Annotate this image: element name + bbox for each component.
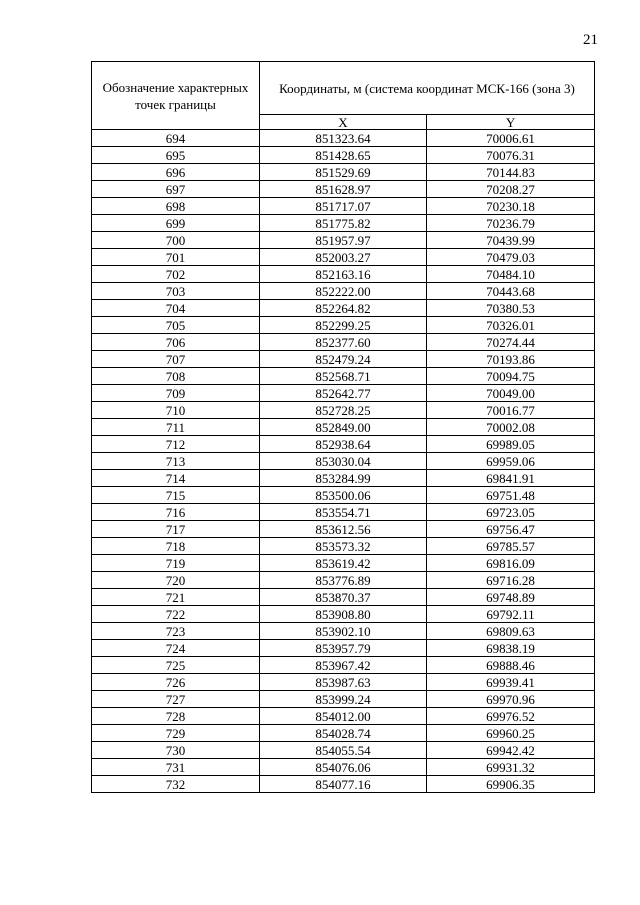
y-coordinate-cell: 70380.53 [427,300,595,317]
table-row [92,674,595,691]
table-header [92,62,595,130]
x-coordinate-cell: 851428.65 [260,147,427,164]
point-cell: 708 [92,368,260,385]
x-coordinate-cell: 853957.79 [260,640,427,657]
table-row [92,419,595,436]
table-row [92,657,595,674]
x-coordinate-cell: 851529.69 [260,164,427,181]
y-coordinate-cell: 70193.86 [427,351,595,368]
y-coordinate-cell: 70006.61 [427,130,595,147]
table-row [92,232,595,249]
y-coordinate-cell: 69809.63 [427,623,595,640]
table-row [92,198,595,215]
page-number: 21 [583,32,598,48]
point-cell: 707 [92,351,260,368]
y-coordinate-cell: 70236.79 [427,215,595,232]
x-coordinate-cell: 853902.10 [260,623,427,640]
y-coordinate-cell: 69888.46 [427,657,595,674]
point-cell: 703 [92,283,260,300]
table-row [92,776,595,793]
table-row [92,385,595,402]
point-cell: 706 [92,334,260,351]
y-coordinate-cell: 69939.41 [427,674,595,691]
x-coordinate-cell: 851628.97 [260,181,427,198]
y-coordinate-cell: 70439.99 [427,232,595,249]
y-coordinate-cell: 69976.52 [427,708,595,725]
y-coordinate-cell: 69756.47 [427,521,595,538]
table-row [92,691,595,708]
y-coordinate-cell: 69838.19 [427,640,595,657]
x-coordinate-cell: 854012.00 [260,708,427,725]
x-coordinate-cell: 852264.82 [260,300,427,317]
point-cell: 700 [92,232,260,249]
table-row [92,130,595,147]
table-row [92,215,595,232]
y-coordinate-cell: 69723.05 [427,504,595,521]
table-row [92,351,595,368]
x-coordinate-cell: 853967.42 [260,657,427,674]
y-coordinate-cell: 69959.06 [427,453,595,470]
x-coordinate-cell: 852642.77 [260,385,427,402]
point-cell: 709 [92,385,260,402]
x-coordinate-cell: 853776.89 [260,572,427,589]
point-cell: 712 [92,436,260,453]
point-cell: 714 [92,470,260,487]
x-coordinate-cell: 852163.16 [260,266,427,283]
table-row [92,487,595,504]
y-coordinate-cell: 70326.01 [427,317,595,334]
y-coordinate-cell: 70049.00 [427,385,595,402]
y-coordinate-cell: 69931.32 [427,759,595,776]
point-cell: 731 [92,759,260,776]
point-cell: 722 [92,606,260,623]
x-coordinate-cell: 853573.32 [260,538,427,555]
point-cell: 704 [92,300,260,317]
y-coordinate-cell: 69942.42 [427,742,595,759]
point-cell: 729 [92,725,260,742]
x-column-header: X [260,115,427,130]
y-coordinate-cell: 70274.44 [427,334,595,351]
x-coordinate-cell: 853554.71 [260,504,427,521]
x-coordinate-cell: 852222.00 [260,283,427,300]
point-cell: 725 [92,657,260,674]
point-cell: 702 [92,266,260,283]
point-cell: 695 [92,147,260,164]
table-row [92,266,595,283]
table-row [92,623,595,640]
point-cell: 726 [92,674,260,691]
point-cell: 698 [92,198,260,215]
y-coordinate-cell: 69816.09 [427,555,595,572]
point-cell: 699 [92,215,260,232]
table-row [92,742,595,759]
x-coordinate-cell: 853870.37 [260,589,427,606]
y-coordinate-cell: 69970.96 [427,691,595,708]
y-coordinate-cell: 70230.18 [427,198,595,215]
x-coordinate-cell: 851775.82 [260,215,427,232]
point-cell: 710 [92,402,260,419]
x-coordinate-cell: 851957.97 [260,232,427,249]
point-cell: 701 [92,249,260,266]
table-row [92,249,595,266]
point-cell: 716 [92,504,260,521]
point-label-header: Обозначение характерных точек границы [92,62,260,130]
y-coordinate-cell: 70443.68 [427,283,595,300]
table-row [92,708,595,725]
table-row [92,317,595,334]
table-row [92,572,595,589]
x-coordinate-cell: 852377.60 [260,334,427,351]
table-row [92,589,595,606]
table-row [92,521,595,538]
y-coordinate-cell: 69841.91 [427,470,595,487]
table-row [92,538,595,555]
y-coordinate-cell: 70144.83 [427,164,595,181]
table-row [92,759,595,776]
x-coordinate-cell: 852299.25 [260,317,427,334]
y-column-header: Y [427,115,595,130]
table-row [92,436,595,453]
x-coordinate-cell: 854055.54 [260,742,427,759]
table-row [92,606,595,623]
point-cell: 719 [92,555,260,572]
table-row [92,504,595,521]
x-coordinate-cell: 851717.07 [260,198,427,215]
point-cell: 717 [92,521,260,538]
point-cell: 697 [92,181,260,198]
y-coordinate-cell: 69906.35 [427,776,595,793]
table-row [92,300,595,317]
point-cell: 705 [92,317,260,334]
point-cell: 720 [92,572,260,589]
table-body [92,130,595,793]
table-row [92,402,595,419]
point-cell: 718 [92,538,260,555]
y-coordinate-cell: 69792.11 [427,606,595,623]
x-coordinate-cell: 853987.63 [260,674,427,691]
coordinates-table [91,61,595,793]
x-coordinate-cell: 854076.06 [260,759,427,776]
point-cell: 724 [92,640,260,657]
table-row [92,453,595,470]
y-coordinate-cell: 69785.57 [427,538,595,555]
coordinates-header: Координаты, м (система координат МСК-166 (зона 3) [260,62,595,115]
table-row [92,470,595,487]
table-row [92,725,595,742]
x-coordinate-cell: 852849.00 [260,419,427,436]
y-coordinate-cell: 70002.08 [427,419,595,436]
point-cell: 723 [92,623,260,640]
point-cell: 715 [92,487,260,504]
x-coordinate-cell: 853619.42 [260,555,427,572]
y-coordinate-cell: 70094.75 [427,368,595,385]
y-coordinate-cell: 70076.31 [427,147,595,164]
y-coordinate-cell: 70208.27 [427,181,595,198]
x-coordinate-cell: 853999.24 [260,691,427,708]
x-coordinate-cell: 852479.24 [260,351,427,368]
x-coordinate-cell: 854028.74 [260,725,427,742]
table-row [92,283,595,300]
table-row [92,555,595,572]
x-coordinate-cell: 853612.56 [260,521,427,538]
point-cell: 727 [92,691,260,708]
y-coordinate-cell: 69751.48 [427,487,595,504]
table-row [92,147,595,164]
y-coordinate-cell: 70016.77 [427,402,595,419]
table-row [92,164,595,181]
x-coordinate-cell: 853030.04 [260,453,427,470]
x-coordinate-cell: 851323.64 [260,130,427,147]
y-coordinate-cell: 69716.28 [427,572,595,589]
point-cell: 694 [92,130,260,147]
y-coordinate-cell: 70484.10 [427,266,595,283]
table-row [92,181,595,198]
x-coordinate-cell: 853908.80 [260,606,427,623]
x-coordinate-cell: 852003.27 [260,249,427,266]
y-coordinate-cell: 70479.03 [427,249,595,266]
x-coordinate-cell: 852938.64 [260,436,427,453]
point-cell: 696 [92,164,260,181]
point-cell: 713 [92,453,260,470]
x-coordinate-cell: 852568.71 [260,368,427,385]
table-row [92,640,595,657]
point-cell: 721 [92,589,260,606]
y-coordinate-cell: 69748.89 [427,589,595,606]
x-coordinate-cell: 853284.99 [260,470,427,487]
point-cell: 730 [92,742,260,759]
point-cell: 711 [92,419,260,436]
point-cell: 728 [92,708,260,725]
x-coordinate-cell: 852728.25 [260,402,427,419]
x-coordinate-cell: 854077.16 [260,776,427,793]
point-cell: 732 [92,776,260,793]
x-coordinate-cell: 853500.06 [260,487,427,504]
table-row [92,368,595,385]
y-coordinate-cell: 69989.05 [427,436,595,453]
y-coordinate-cell: 69960.25 [427,725,595,742]
table-row [92,334,595,351]
